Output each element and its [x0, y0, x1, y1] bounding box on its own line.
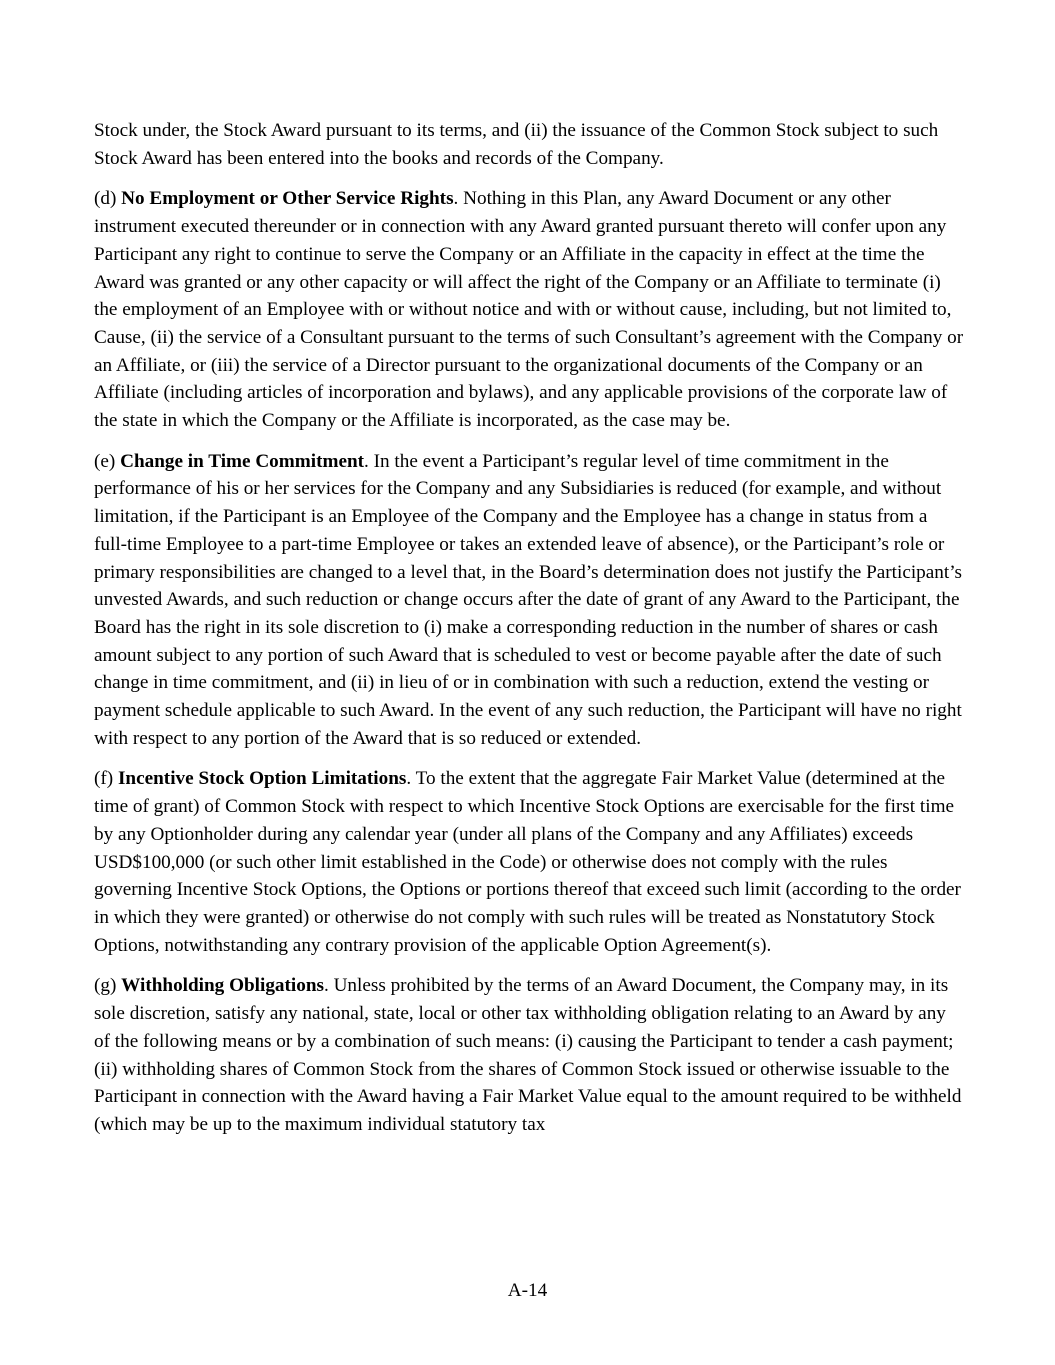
paragraph-g-withholding-obligations	[94, 972, 964, 1138]
paragraph-label: (f)	[94, 768, 118, 790]
paragraph-continuation	[94, 117, 964, 172]
paragraph-text: . To the extent that the aggregate Fair Market Value (determined at the time of grant) of Common Stock with respect to which Incentive Stock Options are exercisable for the first time by any Optionholder during any calendar year (under all plans of the Company and any Affiliates) exceeds USD$100,000 (or such other limit established in the Code) or otherwise does not comply with the rules governing Incentive Stock Options, the Options or portions thereof that exceed such limit (according to the order in which they were granted) or otherwise do not comply with such rules will be treated as Nonstatutory Stock Options, notwithstanding any contrary provision of the applicable Option Agreement(s).	[94, 768, 961, 956]
document-body	[94, 117, 964, 1152]
paragraph-d-no-employment-rights	[94, 185, 964, 434]
paragraph-text: . Unless prohibited by the terms of an Award Document, the Company may, in its sole discretion, satisfy any national, state, local or other tax withholding obligation relating to an Award by any of the following means or by a combination of such means: (i) causing the Participant to tender a cash payment; (ii) withholding shares of Common Stock from the shares of Common Stock issued or otherwise issuable to the Participant in connection with the Award having a Fair Market Value equal to the amount required to be withheld (which may be up to the maximum individual statutory tax	[94, 975, 962, 1135]
paragraph-label: (g)	[94, 975, 122, 997]
paragraph-label: (e)	[94, 450, 121, 472]
page-number: A-14	[507, 1280, 548, 1301]
section-heading: No Employment or Other Service Rights	[121, 188, 454, 210]
paragraph-text: Stock under, the Stock Award pursuant to its terms, and (ii) the issuance of the Common Stock subject to such Stock Award has been entered into the books and records of the Company.	[94, 120, 939, 169]
section-heading: Incentive Stock Option Limitations	[117, 768, 407, 790]
page-footer	[0, 1279, 1055, 1303]
paragraph-text: . In the event a Participant’s regular level of time commitment in the performance of his or her services for the Company and any Subsidiaries is reduced (for example, and without limitation, if the Participant is an Employee of the Company and the Employee has a change in status from a full-time Employee to a part-time Employee or takes an extended leave of absence), or the Participant’s role or primary responsibilities are changed to a level that, in the Board’s determination does not justify the Participant’s unvested Awards, and such reduction or change occurs after the date of grant of any Award to the Participant, the Board has the right in its sole discretion to (i) make a corresponding reduction in the number of shares or cash amount subject to any portion of such Award that is scheduled to vest or become payable after the date of such change in time commitment, and (ii) in lieu of or in combination with such a reduction, extend the vesting or payment schedule applicable to such Award. In the event of any such reduction, the Participant will have no right with respect to any portion of the Award that is so reduced or extended.	[94, 450, 963, 749]
paragraph-e-change-in-time-commitment	[94, 448, 964, 753]
paragraph-text: . Nothing in this Plan, any Award Document or any other instrument executed thereunder or in connection with any Award granted pursuant thereto will confer upon any Participant any right to continue to serve the Company or an Affiliate in the capacity in effect at the time the Award was granted or any other capacity or will affect the right of the Company or an Affiliate to terminate (i) the employment of an Employee with or without notice and with or without cause, including, but not limited to, Cause, (ii) the service of a Consultant pursuant to the terms of such Consultant’s agreement with the Company or an Affiliate, or (iii) the service of a Director pursuant to the organizational documents of the Company or an Affiliate (including articles of incorporation and bylaws), and any applicable provisions of the corporate law of the state in which the Company or the Affiliate is incorporated, as the case may be.	[94, 188, 964, 432]
section-heading: Change in Time Commitment	[120, 450, 365, 472]
paragraph-label: (d)	[94, 188, 122, 210]
section-heading: Withholding Obligations	[121, 975, 324, 997]
paragraph-f-iso-limitations	[94, 765, 964, 959]
